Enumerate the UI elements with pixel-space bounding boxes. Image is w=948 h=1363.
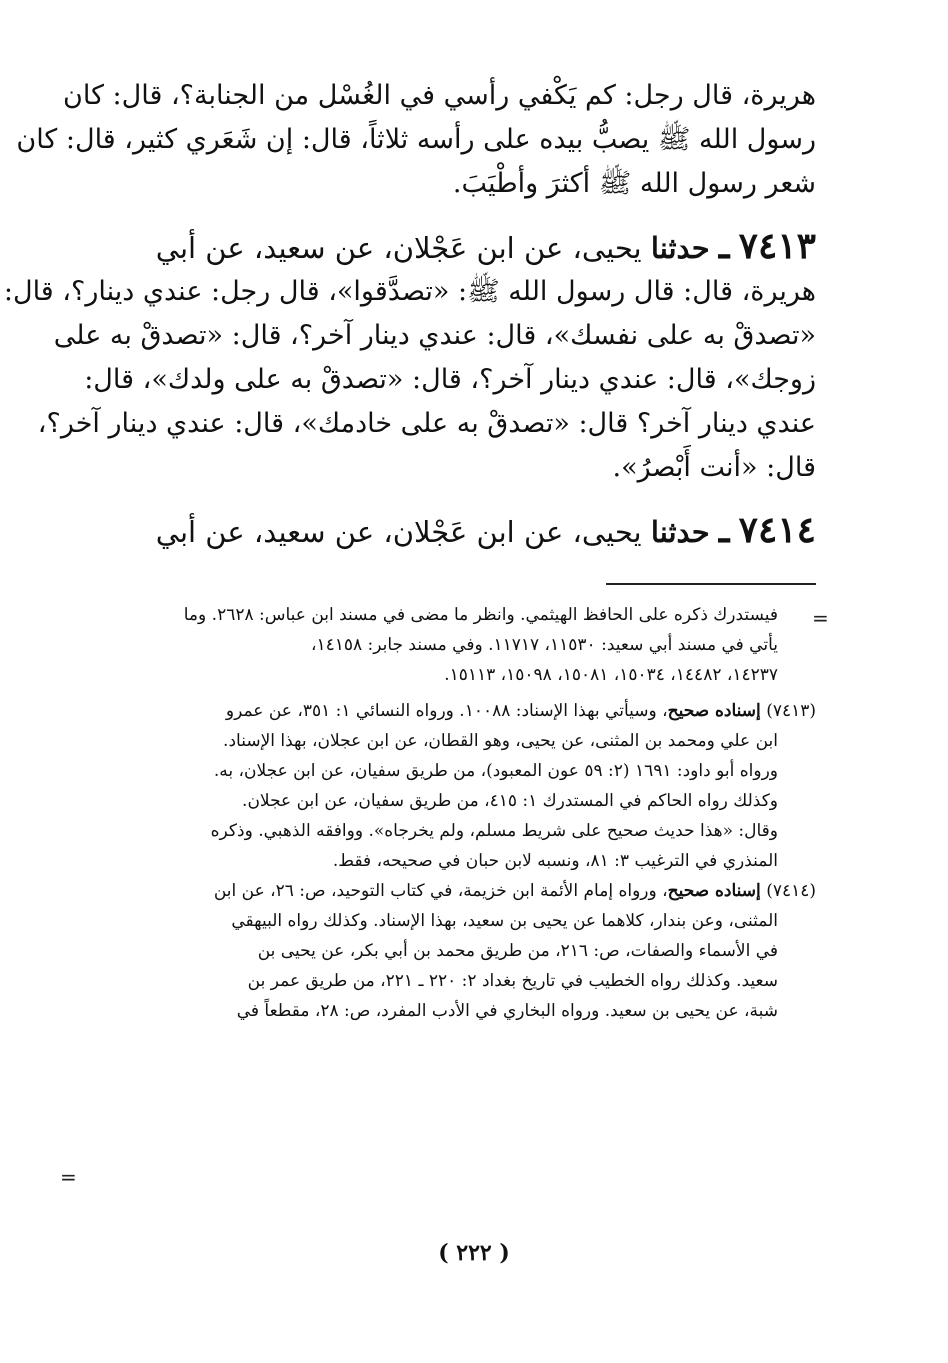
footnote-7413-line-2: ابن علي ومحمد بن المثنى، عن يحيى، وهو القطان، عن ابن عجلان، بهذا الإسناد. (223, 731, 778, 751)
hadith-head-text: يحيى، عن ابن عَجْلان، عن سعيد، عن أبي (155, 515, 642, 549)
haddathana-word: حدثنا (650, 231, 710, 265)
footnote-continuation-line-3: ١٤٢٣٧، ١٤٤٨٢، ١٥٠٣٤، ١٥٠٨١، ١٥٠٩٨، ١٥١١٣. (444, 665, 778, 685)
main-line-3: شعر رسول الله ﷺ أكثرَ وأطْيَبَ. (452, 168, 816, 199)
main-line-1: هريرة، قال رجل: كم يَكْفي رأسي في الغُسْل من الجنابة؟، قال: كان (63, 80, 816, 111)
footnote-7413-line-4: وكذلك رواه الحاكم في المستدرك ١: ٤١٥، من طريق سفيان، عن ابن عجلان. (242, 791, 778, 811)
hadith-7413-line-4: عندي دينار آخر؟ قال: «تصدقْ به على خادمك»، قال: عندي دينار آخر؟، (37, 408, 816, 439)
footnote-7414-first-line (106, 876, 816, 906)
footnote-7414-line-4: سعيد. وكذلك رواه الخطيب في تاريخ بغداد ٢: ٢٢٠ ـ ٢٢١، من طريق عمر بن (247, 971, 778, 991)
footnote-7414-line-2: المثنى، وعن بندار، كلاهما عن يحيى بن سعيد، بهذا الإسناد. وكذلك رواه البيهقي (231, 911, 778, 931)
footnote-continuation-line-2: يأتي في مسند أبي سعيد: ١١٥٣٠، ١١٧١٧. وفي مسند جابر: ١٤١٥٨، (310, 635, 778, 655)
hadith-head-text: يحيى، عن ابن عَجْلان، عن سعيد، عن أبي (155, 231, 642, 265)
footnote-7414-line-5: شبة، عن يحيى بن سعيد. ورواه البخاري في الأدب المفرد، ص: ٢٨، مقطعاً في (236, 1001, 778, 1021)
footnote-grading: إسناده صحيح (667, 881, 761, 901)
continued-mark-top: = (812, 606, 829, 630)
footnote-7413-line-3: ورواه أبو داود: ١٦٩١ (٢: ٥٩ عون المعبود)، من طريق سفيان، عن ابن عجلان، به. (213, 761, 778, 781)
hadith-7413-line-3: زوجك»، قال: عندي دينار آخر؟، قال: «تصدقْ به على ولدك»، قال: (84, 364, 816, 395)
haddathana-word: حدثنا (650, 515, 710, 549)
footnote-7413-line-6: المنذري في الترغيب ٣: ٨١، ونسبه لابن حبان في صحيحه، فقط. (332, 851, 778, 871)
footnote-separator (606, 583, 816, 585)
footnote-text: ، ورواه إمام الأئمة ابن خزيمة، في كتاب التوحيد، ص: ٢٦، عن ابن (213, 881, 668, 901)
continues-mark-bottom: = (60, 1165, 77, 1189)
footnote-continuation-line-1: فيستدرك ذكره على الحافظ الهيثمي. وانظر ما مضى في مسند ابن عباس: ٢٦٢٨. وما (183, 605, 778, 625)
hadith-dash: ـ (718, 509, 730, 551)
footnote-7413-first-line (106, 696, 816, 726)
footnote-text: ، وسيأتي بهذا الإسناد: ١٠٠٨٨. ورواه النسائي ١: ٣٥١، عن عمرو (225, 701, 668, 721)
page-number: ( ٢٢٢ ) (438, 1240, 510, 1266)
hadith-dash: ـ (718, 225, 730, 267)
main-line-2: رسول الله ﷺ يصبُّ بيده على رأسه ثلاثاً، قال: إن شَعَري كثير، قال: كان (16, 124, 816, 155)
footnotes (106, 600, 816, 1026)
footnote-number: (٧٤١٤) (766, 881, 816, 901)
main-text (3, 74, 816, 554)
footnote-number: (٧٤١٣) (766, 701, 816, 721)
footnote-grading: إسناده صحيح (667, 701, 761, 721)
hadith-7414-heading (106, 506, 816, 554)
hadith-number: ٧٤١٤ (738, 509, 816, 551)
footnote-7413-line-5: وقال: «هذا حديث صحيح على شريط مسلم، ولم يخرجاه». ووافقه الذهبي. وذكره (210, 821, 778, 841)
hadith-7413-heading (106, 222, 816, 270)
hadith-number: ٧٤١٣ (738, 225, 816, 267)
footnote-7414-line-3: في الأسماء والصفات، ص: ٢١٦، من طريق محمد بن أبي بكر، عن يحيى بن (257, 941, 778, 961)
hadith-7413-line-5: قال: «أنت أَبْصرُ». (612, 452, 816, 483)
hadith-7413-line-2: «تصدقْ به على نفسك»، قال: عندي دينار آخر؟، قال: «تصدقْ به على (53, 320, 816, 351)
hadith-7413-line-1: هريرة، قال: قال رسول الله ﷺ: «تصدَّقوا»، قال رجل: عندي دينار؟، قال: (3, 276, 816, 307)
